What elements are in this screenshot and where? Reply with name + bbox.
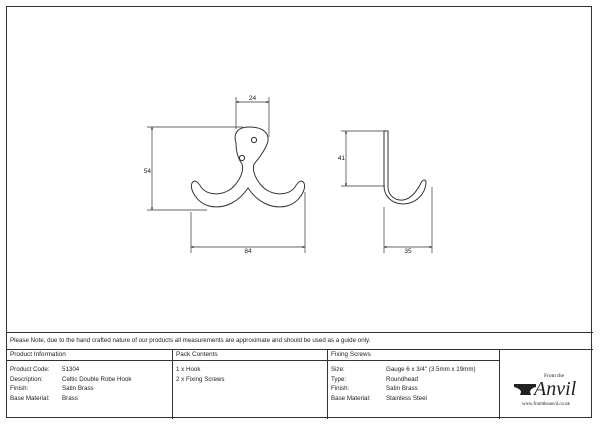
finish-label: Finish: [10,385,29,392]
screw-size-row [328,365,499,375]
product-code-label: Product Code: [10,366,50,373]
finish-row [7,384,172,394]
screw-type-label: Type: [331,375,347,383]
logo-from-the: From the [544,373,565,379]
dimension-label-height: 54 [143,168,151,175]
base-material-label: Base Material: [10,394,50,402]
product-information-heading: Product Information [7,350,172,361]
fixing-screws-heading: Fixing Screws [328,350,499,361]
dimension-height [147,127,243,210]
base-material-row [7,394,172,404]
dimension-side-depth [384,187,432,253]
screw-type-row [328,375,499,385]
dimension-label-side-height: 41 [337,155,345,162]
info-table [7,350,593,419]
pack-contents-section [173,350,328,419]
from-the-anvil-logo [500,350,593,419]
specification-sheet [6,6,592,418]
dimension-label-side-depth: 35 [404,248,412,255]
product-code-value: 51304 [62,366,80,373]
screw-base-material-row [328,394,499,404]
pack-item [173,375,327,385]
dimension-width [191,192,305,253]
screw-size-label: Size: [331,366,345,373]
description-value: Celtic Double Robe Hook [62,375,132,383]
screw-size-value: Gauge 6 x 3/4" (3.5mm x 19mm) [386,366,476,373]
technical-drawing [7,7,593,332]
dimension-label-top-width: 24 [248,95,257,102]
description-label: Description: [10,375,43,383]
screw-base-material-label: Base Material: [331,394,371,402]
description-row [7,375,172,385]
pack-item [173,365,327,375]
hook-front-view [191,127,304,207]
product-code-row [7,365,172,375]
dimension-side-height [341,131,385,186]
pack-item-hook: 1 x Hook [176,366,201,373]
screw-base-material-value: Stainless Steel [386,394,427,402]
pack-contents-heading: Pack Contents [173,350,327,361]
pack-item-screws: 2 x Fixing Screws [176,375,225,383]
finish-value: Satin Brass [62,385,94,392]
screw-finish-row [328,384,499,394]
base-material-value: Brass [62,394,78,402]
logo-brand: Anvil [534,378,577,400]
screw-hole-upper [251,137,256,142]
logo-url: www.fromtheanvil.co.uk [522,402,570,407]
product-information-section [7,350,173,419]
hook-side-view [384,131,426,204]
screw-finish-value: Satin Brass [386,385,418,392]
screw-finish-label: Finish: [331,385,350,392]
dimension-label-width: 84 [244,248,252,255]
disclaimer-note: Please Note, due to the hand crafted nature of our products all measurements are approximate and should be used as a guide only. [7,332,593,350]
screw-hole-lower [239,155,244,160]
screw-type-value: Roundhead [386,375,418,383]
anvil-icon [514,384,536,395]
fixing-screws-section [328,350,500,419]
brand-logo-section [500,350,593,419]
hook-drawing-svg [7,7,593,332]
